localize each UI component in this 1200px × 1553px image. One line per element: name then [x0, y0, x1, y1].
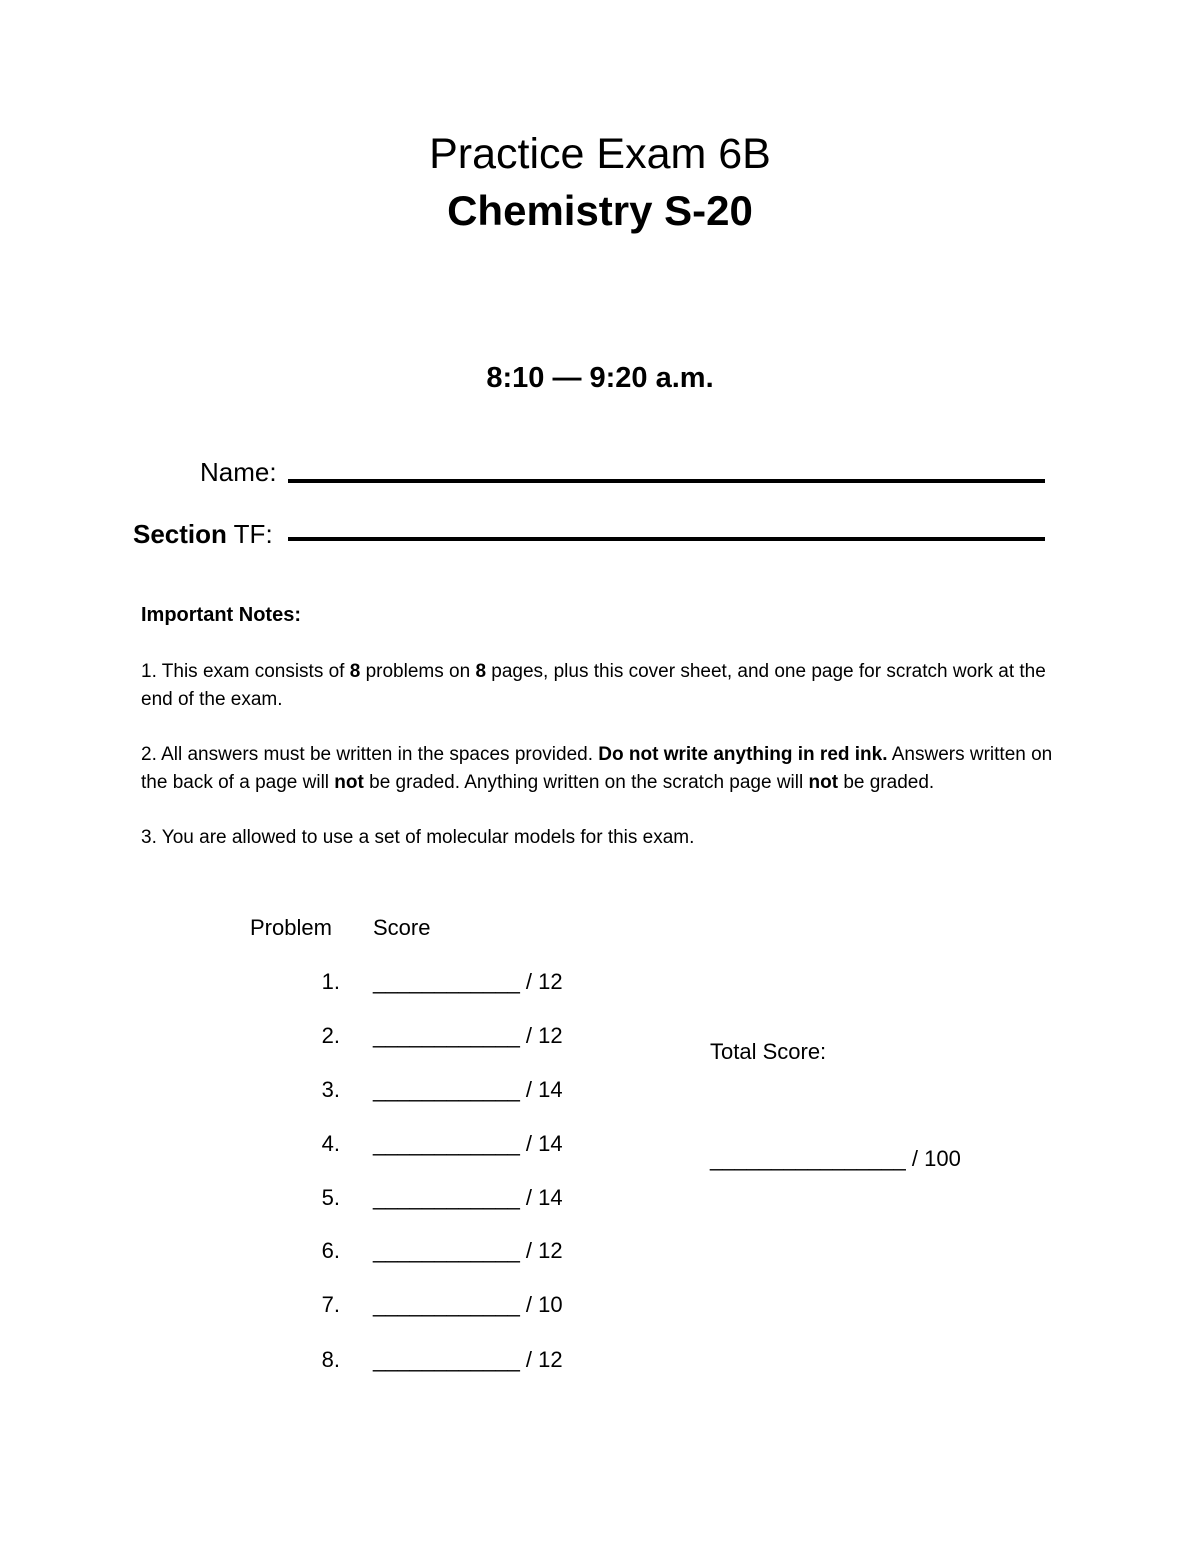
section-field-line[interactable]: [288, 537, 1045, 541]
section-label-bold: Section: [133, 519, 227, 549]
score-blank[interactable]: ____________ / 12: [373, 1238, 563, 1263]
note-2-text-a: 2. All answers must be written in the spaces provided.: [141, 744, 599, 765]
score-column-header: Score: [373, 915, 431, 940]
problem-number: 5.: [321, 1185, 340, 1210]
problem-number: 7.: [321, 1292, 340, 1317]
note-2-text-e: be graded. Anything written on the scratch page will: [363, 772, 809, 793]
note-1-text-a: 1. This exam consists of: [141, 661, 350, 682]
note-2-text-c: Answers written on the back of a page will: [141, 744, 1053, 793]
note-2-not-2: not: [808, 772, 839, 793]
score-blank[interactable]: ____________ / 12: [373, 969, 563, 994]
total-score-label: Total Score:: [710, 1039, 827, 1064]
note-1-pages-count: 8: [475, 661, 487, 682]
note-2-text-g: be graded.: [838, 772, 935, 793]
note-1-text-e: pages, plus this cover sheet, and one page for scratch work at the end of the exam.: [141, 661, 1046, 710]
note-1-problems-count: 8: [349, 661, 361, 682]
section-label-rest: TF:: [226, 519, 273, 549]
total-score-blank[interactable]: ________________ / 100: [710, 1146, 961, 1171]
note-3: [141, 824, 1071, 852]
note-3-text: 3. You are allowed to use a set of molecular models for this exam.: [141, 827, 695, 848]
problem-column-header: Problem: [250, 915, 332, 940]
problem-number: 1.: [321, 969, 340, 994]
problem-number: 8.: [321, 1347, 340, 1372]
problem-number: 6.: [321, 1238, 340, 1263]
score-blank[interactable]: ____________ / 10: [373, 1292, 563, 1317]
course-title: Chemistry S-20: [447, 187, 753, 234]
note-2-not-1: not: [334, 772, 364, 793]
exam-time: 8:10 — 9:20 a.m.: [486, 362, 714, 394]
name-label: Name:: [200, 457, 277, 487]
page-title: Practice Exam 6B: [429, 130, 771, 178]
section-label: [133, 518, 273, 550]
problem-number: 3.: [321, 1077, 340, 1102]
score-blank[interactable]: ____________ / 12: [373, 1023, 563, 1048]
name-field-line[interactable]: [288, 479, 1045, 483]
note-2: [141, 741, 1071, 797]
score-blank[interactable]: ____________ / 14: [373, 1131, 563, 1156]
notes-heading: Important Notes:: [141, 604, 301, 626]
problem-number: 2.: [321, 1023, 340, 1048]
note-2-red-ink-warning: Do not write anything in red ink.: [598, 744, 888, 765]
score-blank[interactable]: ____________ / 14: [373, 1185, 563, 1210]
problem-number: 4.: [321, 1131, 340, 1156]
note-1: [141, 658, 1071, 714]
score-blank[interactable]: ____________ / 12: [373, 1347, 563, 1372]
score-blank[interactable]: ____________ / 14: [373, 1077, 563, 1102]
note-1-text-c: problems on: [360, 661, 476, 682]
